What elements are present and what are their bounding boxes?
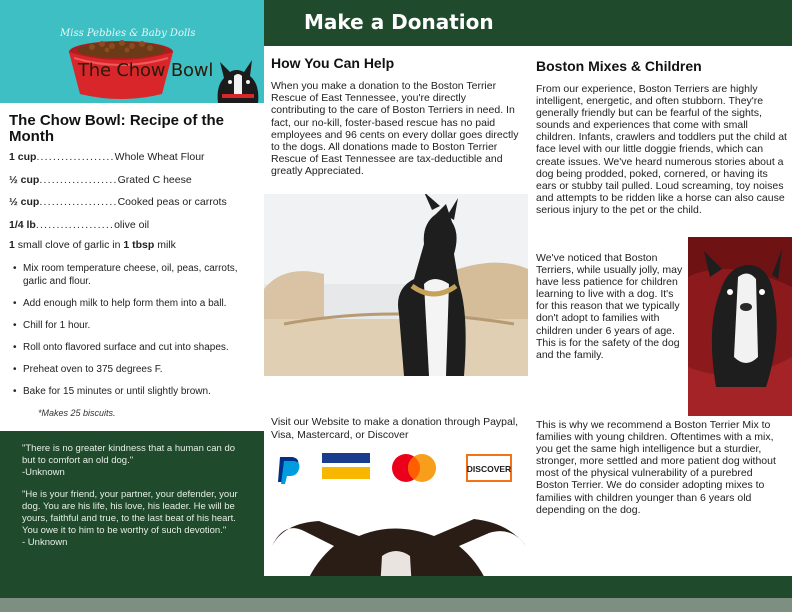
recipe-step: • Roll onto flavored surface and cut into shapes.	[9, 341, 261, 354]
boston-terrier-logo-icon	[208, 56, 264, 103]
recipe-step: • Chill for 1 hour.	[9, 319, 261, 332]
mixes-paragraph-1: From our experience, Boston Terriers are highly intelligent, energetic, and often stubborn. They're generally friendly but can be fearful of the sights, sounds and experiences that come with small children. Infants, crawlers and toddlers put the child at face level with our little doggie friends, which can create issues. We've heard numerous stories about a dog being prodded, poked, cornered, or having its ears or stubby tail pulled. Loud screaming, toy noises and attempts to be ridden like a horse can also cause serious injury to the pet or the child.	[536, 83, 787, 216]
footer-strip	[0, 598, 792, 612]
svg-text:DISCOVER: DISCOVER	[466, 464, 512, 474]
quote: "There is no greater kindness that a human can do but to comfort an old dog." -Unknown	[22, 443, 236, 478]
recipe-steps	[9, 262, 261, 407]
ingredient-row: 1/4 lb...................olive oil	[9, 218, 150, 231]
payment-methods	[274, 451, 524, 485]
paypal-icon	[274, 451, 304, 485]
visit-website-text: Visit our Website to make a donation through Paypal, Visa, Mastercard, or Discover	[271, 416, 519, 441]
recipe-panel	[0, 0, 264, 612]
donation-body-text: When you make a donation to the Boston Terrier Rescue of East Tennessee, you're directly contributing to the care of Boston Terriers in need. In fact, our no-kill, foster-based rescue has no paid employees and 96 cents on every dollar goes directly to the dogs. All donations made to Boston Terrier Rescue of East Tennessee are tax-deductible and greatly Appreciated.	[271, 80, 519, 178]
garlic-ingredient: 1 small clove of garlic in 1 tbsp milk	[9, 239, 176, 251]
recipe-title: The Chow Bowl: Recipe of the Month	[9, 112, 225, 145]
mixes-children-panel	[528, 46, 792, 576]
quote: "He is your friend, your partner, your defender, your dog. You are his life, his love, his leader. He will be yours, faithful and true, to the last beat of his heart. You owe it to him to be worthy of such devotion." - Unknown	[22, 489, 238, 548]
recipe-step: • Mix room temperature cheese, oil, peas, carrots, garlic and flour.	[9, 262, 261, 288]
brand-tagline: Miss Pebbles & Baby Dolls	[60, 28, 196, 39]
recipe-step: • Add enough milk to help form them into a ball.	[9, 297, 261, 310]
discover-card-icon	[466, 451, 512, 485]
ingredient-list	[9, 150, 259, 240]
donation-header-bar	[264, 0, 792, 46]
mastercard-icon	[388, 451, 440, 485]
donation-panel	[264, 46, 528, 576]
recipe-step: • Bake for 15 minutes or until slightly brown.	[9, 385, 261, 398]
mixes-paragraph-2: We've noticed that Boston Terriers, while usually jolly, may have less patience for children learning to live with a dog. It's for this reason that we typically don't adopt to families with children under 6 years of age. This is for the safety of the dog and the family.	[536, 252, 683, 361]
chow-bowl-banner	[0, 0, 264, 103]
quotes-box	[0, 431, 264, 599]
ingredient-row: 1 cup...................Whole Wheat Flour	[9, 151, 205, 163]
boston-mixes-heading: Boston Mixes & Children	[536, 58, 702, 74]
page-title: Make a Donation	[304, 10, 494, 34]
dog-on-sofa-photo	[264, 194, 528, 376]
mixes-paragraph-3: This is why we recommend a Boston Terrier Mix to families with young children. Oftentimes with a mix, you get the same high intelligence but a sturdier, stronger, more settled and more patient dog without most of the physical vulnerability of a purebred Boston Terrier. We do consider adopting mixes to families with children younger than 6 years old depending on the dog.	[536, 419, 776, 516]
ingredient-row: ½ cup...................Cooked peas or carrots	[9, 196, 227, 208]
recipe-step: • Preheat oven to 375 degrees F.	[9, 363, 261, 376]
chow-bowl-logo-text: The Chow Bowl	[78, 60, 214, 81]
puppy-on-red-blanket-photo	[688, 237, 792, 416]
recipe-yield: *Makes 25 biscuits.	[38, 408, 116, 418]
ingredient-row: ½ cup...................Grated C heese	[9, 173, 192, 186]
how-you-can-help-heading: How You Can Help	[271, 55, 395, 71]
visa-card-icon	[322, 451, 372, 485]
